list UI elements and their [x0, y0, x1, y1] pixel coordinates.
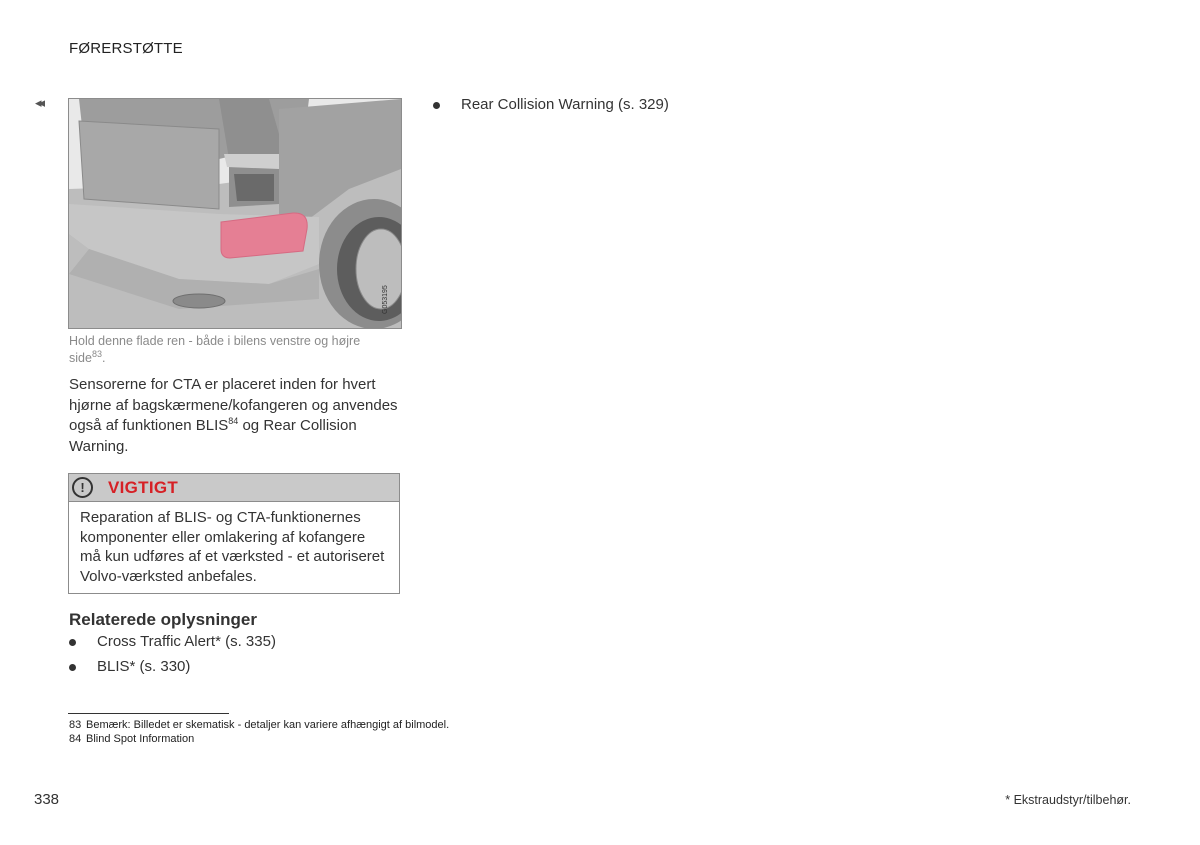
footnote-84: 84 Blind Spot Information	[69, 733, 195, 745]
body-paragraph: Sensorerne for CTA er placeret inden for hvert hjørne af bagskærmene/kofangeren og anvendes også af funktionen BLIS$^{84}$ og Rear Collision Warning.	[69, 376, 398, 455]
car-rear-svg	[69, 99, 401, 328]
warning-text: Reparation af BLIS- og CTA-funktionernes komponenter eller omlakering af kofangere må kun udføres af et værksted - et autoriseret Volvo-værksted anbefales.	[80, 509, 385, 585]
footnote-ref-83[interactable]: 83	[91, 348, 102, 359]
image-code: G053195	[382, 285, 389, 314]
important-warning-box	[68, 473, 400, 594]
bullet-icon	[69, 664, 76, 671]
bullet-icon	[433, 102, 440, 109]
accessory-note: * Ekstraudstyr/tilbehør.	[1005, 793, 1131, 807]
bullet-icon	[69, 639, 76, 646]
footnote-divider	[68, 713, 229, 714]
related-link-blis[interactable]: BLIS* (s. 330)	[69, 657, 399, 682]
warning-title: VIGTIGT	[108, 478, 179, 497]
page-number: 338	[34, 791, 60, 808]
previous-page-arrows-icon[interactable]: ◂◂	[35, 95, 43, 110]
footnotes	[69, 718, 449, 746]
exclamation-icon: !	[72, 477, 93, 498]
related-info-heading: Relaterede oplysninger	[69, 610, 258, 629]
figure-caption: Hold denne flade ren - både i bilens venstre og højre side$^{83}$.	[69, 334, 361, 365]
warning-header	[69, 474, 399, 502]
right-column-list	[433, 95, 669, 120]
related-info-list	[69, 632, 399, 682]
related-link-cross-traffic-alert[interactable]: Cross Traffic Alert* (s. 335)	[69, 632, 399, 657]
section-title: FØRERSTØTTE	[69, 40, 183, 57]
related-link-rear-collision-warning[interactable]: Rear Collision Warning (s. 329)	[433, 95, 669, 120]
footnote-ref-84[interactable]: 84	[228, 416, 239, 426]
car-rear-illustration	[68, 98, 402, 329]
footnote-83: 83 Bemærk: Billedet er skematisk - detaljer kan variere afhængigt af bilmodel.	[69, 719, 450, 731]
